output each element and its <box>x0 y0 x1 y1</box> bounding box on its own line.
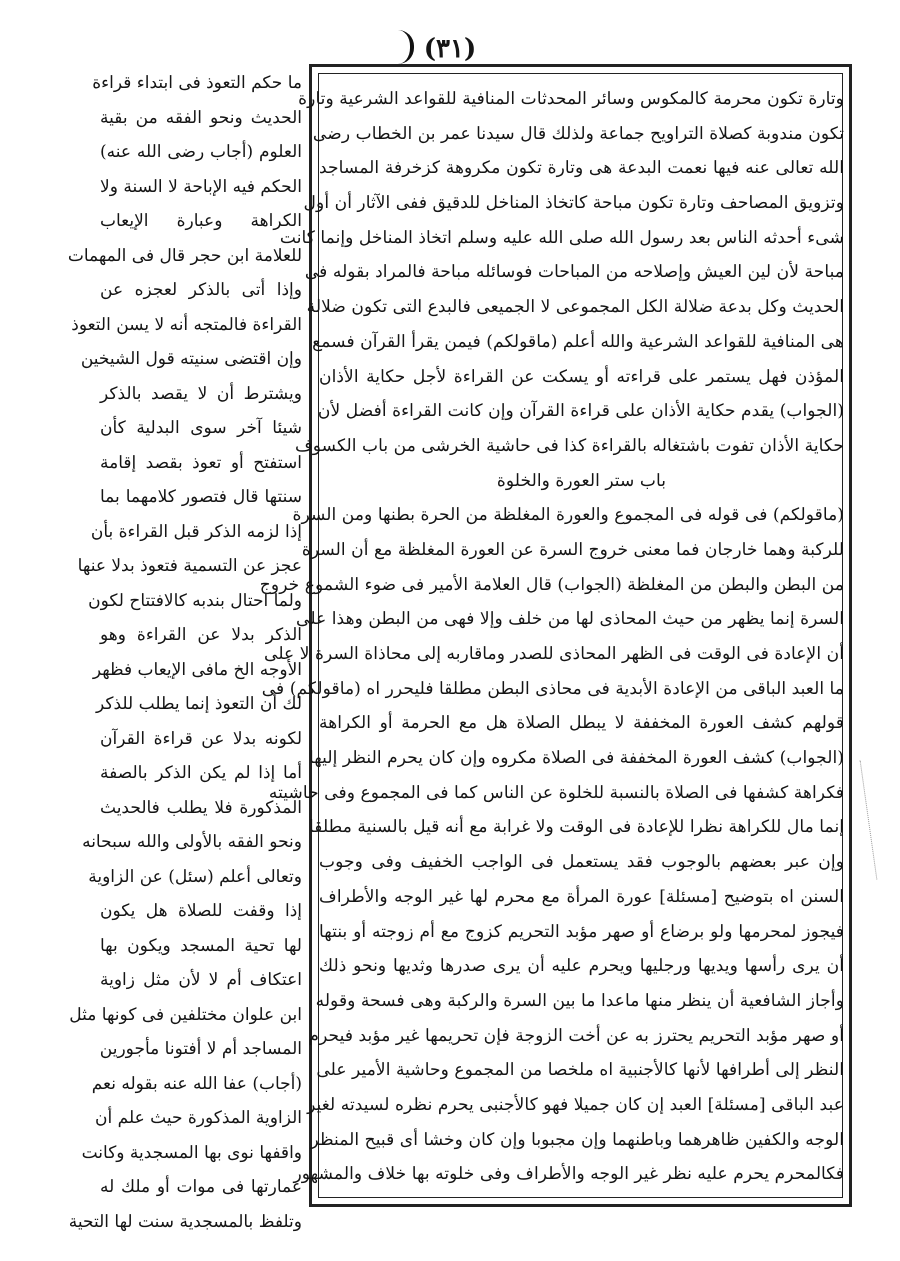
main-text-line-31: الوجه والكفين ظاهرهما وباطنهما وإن مجبوبا وإن كان وخشا أى قبيح المنظر <box>310 1129 844 1150</box>
main-text-line-4: وتزويق المصاحف وتارة تكون مباحة كاتخاذ المناخل للدقيق ففى الآثار أن أول <box>303 193 844 214</box>
margin-text-line-7: وإذا أتى بالذكر لعجزه عن <box>100 280 302 300</box>
main-text-line-9: المؤذن فهل يستمر على قراءته أو يسكت عن القراءة لأجل حكاية الأذان <box>319 366 844 387</box>
scan-artifact-mark <box>860 760 879 879</box>
margin-text-line-12: استفتح أو تعوذ بقصد إقامة <box>100 452 302 473</box>
margin-text-line-18: الأوجه الخ مافى الإيعاب فظهر <box>92 659 302 680</box>
margin-text-line-31: الزاوية المذكورة حيث علم أن <box>95 1108 302 1128</box>
margin-text-line-21: أما إذا لم يكن الذكر بالصفة <box>100 763 302 783</box>
margin-text-line-11: شيئا آخر سوى البدلية كأن <box>100 418 302 438</box>
margin-text-line-1: ما حكم التعوذ فى ابتداء قراءة <box>92 73 302 93</box>
margin-text-line-27: اعتكاف أم لا لأن مثل زاوية <box>100 970 302 990</box>
page-number: (۳۱) <box>423 34 477 64</box>
margin-text-line-10: ويشترط أن لا يقصد بالذكر <box>100 383 302 404</box>
main-text-line-22: إنما مال للكراهة نظرا للإعادة فى الوقت ولا غرابة مع أنه قيل بالسنية مطلقا <box>309 817 844 838</box>
main-text-line-20: (الجواب) كشف العورة المخففة فى الصلاة مكروه وإن كان يحرم النظر إليها <box>309 748 844 769</box>
main-text-line-15: من البطن والبطن من المغلظة (الجواب) قال العلامة الأمير فى ضوء الشموع خروج <box>259 574 844 595</box>
margin-text-line-6: للعلامة ابن حجر قال فى المهمات <box>67 245 302 266</box>
main-text-line-11: حكاية الأذان تفوت باشتغاله بالقراءة كذا فى حاشية الخرشى من باب الكسوف <box>294 435 844 456</box>
margin-text-line-14: إذا لزمه الذكر قبل القراءة بأن <box>90 521 302 542</box>
margin-text-line-20: لكونه بدلا عن قراءة القرآن <box>100 728 302 749</box>
margin-text-line-23: ونحو الفقه بالأولى والله سبحانه <box>82 832 302 852</box>
main-text-line-13: (ماقولكم) فى قوله فى المجموع والعورة المغلظة من الحرة بطنها ومن السرة <box>292 505 844 526</box>
margin-text-line-16: ولما احتال بندبه كالافتتاح لكون <box>88 590 302 611</box>
main-text-line-19: قولهم كشف العورة المخففة لا يبطل الصلاة هل مع الحرمة أو الكراهة <box>319 713 844 734</box>
margin-text-line-33: عمارتها فى موات أو ملك له <box>100 1177 302 1197</box>
main-text-line-17: أن الإعادة فى الوقت فى الظهر المحاذى للصدر وماقاربه إلى محاذاة السرة لا على <box>264 644 844 664</box>
margin-text-line-34: وتلفظ بالمسجدية سنت لها التحية <box>68 1211 302 1232</box>
main-text-line-7: الحديث وكل بدعة ضلالة الكل المجموعى لا الجميعى فالبدع التى تكون ضلالة <box>306 297 844 318</box>
margin-text-line-15: عجز عن التسمية فتعوذ بدلا عنها <box>77 556 302 576</box>
margin-text-line-4: الحكم فيه الإباحة لا السنة ولا <box>100 176 302 197</box>
main-text-line-12: باب ستر العورة والخلوة <box>496 470 667 491</box>
margin-text-line-5: الكراهة وعبارة الإيعاب <box>100 211 302 231</box>
main-text-line-25: فيجوز لمحرمها ولو برضاع أو صهر مؤبد التحريم كزوج مع أم زوجته أو بنتها <box>319 921 844 942</box>
main-text-line-2: تكون مندوبة كصلاة التراويح جماعة ولذلك قال سيدنا عمر بن الخطاب رضى <box>312 123 844 144</box>
margin-text-line-9: وإن اقتضى سنيته قول الشيخين <box>80 349 302 369</box>
main-text-line-8: هى المنافية للقواعد الشرعية والله أعلم (ماقولكم) فيمن يقرأ القرآن فسمع <box>312 331 844 352</box>
margin-text-line-17: الذكر بدلا عن القراءة وهو <box>100 625 302 645</box>
margin-text-line-26: لها تحية المسجد ويكون بها <box>100 935 302 956</box>
margin-text-line-2: الحديث ونحو الفقه من بقية <box>100 107 302 128</box>
main-text-line-5: شىء أحدثه الناس بعد رسول الله صلى الله عليه وسلم اتخاذ المناخل وإنما كانت <box>279 227 844 248</box>
main-text-line-26: أن يرى رأسها ويديها ورجليها ويحرم عليه أن يرى صدرها وثديها ونحو ذلك <box>319 956 844 977</box>
main-text-line-30: عبد الباقى [مسئلة] العبد إن كان جميلا فهو كالأجنبى يحرم نظره لسيدته لغير <box>307 1094 844 1115</box>
main-text-line-28: أو صهر مؤبد التحريم يحترز به عن أخت الزوجة فإن تحريمها غير مؤبد فيحرم <box>308 1025 844 1046</box>
main-text-line-29: النظر إلى أطرافها لأنها كالأجنبية اه ملخصا من المجموع وحاشية الأمير على <box>316 1060 844 1081</box>
main-text-line-10: (الجواب) يقدم حكاية الأذان على قراءة القرآن وإن كانت القراءة أفضل لأن <box>317 401 844 422</box>
main-text-line-24: السنن اه بتوضيح [مسئلة] عورة المرأة مع محرم لها غير الوجه والأطراف <box>319 886 844 907</box>
margin-text-line-30: (أجاب) عفا الله عنه بقوله نعم <box>91 1073 302 1094</box>
margin-text-line-28: ابن علوان مختلفين فى كونها مثل <box>69 1004 302 1025</box>
main-text-line-3: الله تعالى عنه فيها نعمت البدعة هى وتارة تكون مكروهة كزخرفة المساجد <box>319 158 844 179</box>
margin-text-line-24: وتعالى أعلم (سئل) عن الزاوية <box>88 866 302 887</box>
margin-text-line-3: العلوم (أجاب رضى الله عنه) <box>100 142 302 162</box>
main-text-line-16: السرة إنما يظهر من حيث المحاذى لها من خلف وإلا فهى من البطن وهذا على <box>296 609 844 630</box>
margin-text-line-13: سنتها قال فتصور كلامهما بما <box>100 487 302 507</box>
main-text-line-32: فكالمحرم يحرم عليه نظر غير الوجه والأطراف وفى خلوته بها خلاف والمشهور <box>293 1164 844 1185</box>
main-text-line-6: مباحة لأن لين العيش وإصلاحه من المباحات فوسائله مباحة فالمراد بقوله فى <box>304 262 844 283</box>
main-text-line-14: للركبة وهما خارجان فما معنى خروج السرة عن العورة المغلظة مع أن السرة <box>301 539 844 560</box>
margin-text-line-19: لك أن التعوذ إنما يطلب للذكر <box>96 694 302 714</box>
margin-text-line-32: واقفها نوى بها المسجدية وكانت <box>81 1142 302 1163</box>
margin-text-line-29: المساجد أم لا أفتونا مأجورين <box>99 1039 302 1059</box>
margin-text-line-25: إذا وقفت للصلاة هل يكون <box>100 901 302 921</box>
main-text-line-1: وتارة تكون محرمة كالمكوس وسائر المحدثات المنافية للقواعد الشرعية وتارة <box>298 89 844 109</box>
margin-text-column <box>67 66 302 1232</box>
main-text-line-23: وإن عبر بعضهم بالوجوب فقد يستعمل فى الواجب الخفيف وفى وجوب <box>319 852 844 873</box>
main-text-column <box>259 82 844 1197</box>
margin-text-line-22: المذكورة فلا يطلب فالحديث <box>100 797 302 818</box>
main-text-line-18: ما العبد الباقى من الإعادة الأبدية فى محاذى البطن مطلقا فليحرر اه (ماقولكم) فى <box>261 678 844 699</box>
main-text-line-21: فكراهة كشفها فى الصلاة بالنسبة للخلوة عن الناس كما فى المجموع وفى حاشيته <box>268 782 844 803</box>
margin-text-line-8: القراءة فالمتجه أنه لا يسن التعوذ <box>71 314 302 335</box>
main-text-line-27: وأجاز الشافعية أن ينظر منها ماعدا ما بين السرة والركبة وهى فسحة وقوله <box>315 990 844 1011</box>
